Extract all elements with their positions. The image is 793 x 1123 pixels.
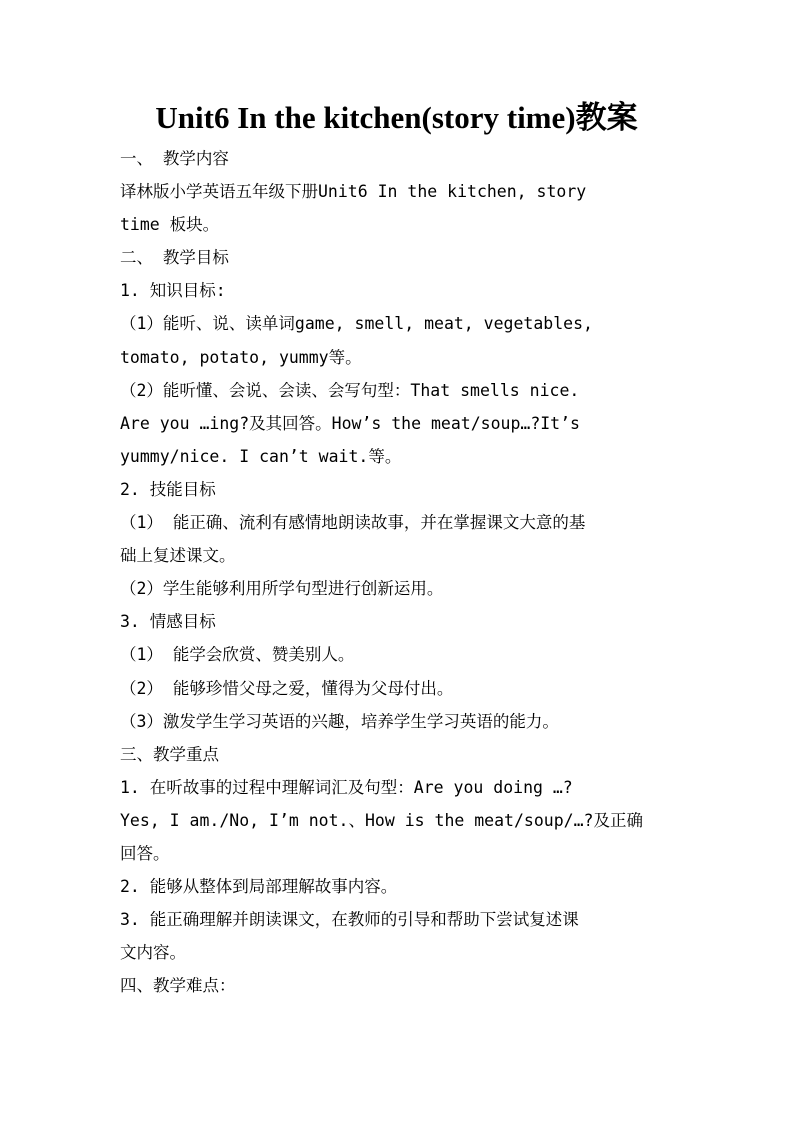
document-title: Unit6 In the kitchen(story time)教案 xyxy=(155,100,638,135)
paragraph-line: （3）激发学生学习英语的兴趣，培养学生学习英语的能力。 xyxy=(120,711,559,731)
paragraph-line: 1. 在听故事的过程中理解词汇及句型：Are you doing …? xyxy=(120,777,573,797)
paragraph-line: 础上复述课文。 xyxy=(120,546,236,566)
paragraph-line: （1）能听、说、读单词game, smell, meat, vegetables, xyxy=(120,314,593,334)
section-heading-goals: 二、 教学目标 xyxy=(120,248,229,268)
paragraph-line: （2）学生能够利用所学句型进行创新运用。 xyxy=(120,579,444,599)
section-heading-difficulties: 四、教学难点： xyxy=(120,976,236,996)
paragraph-line: （1） 能正确、流利有感情地朗读故事，并在掌握课文大意的基 xyxy=(120,513,586,533)
subheading-knowledge: 1. 知识目标: xyxy=(120,281,226,301)
subheading-emotion: 3. 情感目标 xyxy=(120,612,216,632)
paragraph-line: 3. 能正确理解并朗读课文，在教师的引导和帮助下尝试复述课 xyxy=(120,910,579,930)
section-heading-key-points: 三、教学重点 xyxy=(120,744,219,764)
paragraph-line: （1） 能学会欣赏、赞美别人。 xyxy=(120,645,355,665)
paragraph-line: 2. 能够从整体到局部理解故事内容。 xyxy=(120,877,398,897)
paragraph-line: 回答。 xyxy=(120,843,170,863)
paragraph-line: yummy/nice. I can’t wait.等。 xyxy=(120,446,402,466)
section-heading-content: 一、 教学内容 xyxy=(120,149,229,168)
paragraph-line: time 板块。 xyxy=(120,215,220,235)
paragraph-line: 文内容。 xyxy=(120,943,186,963)
document-body xyxy=(120,142,680,1002)
paragraph-line: （2）能听懂、会说、会读、会写句型：That smells nice. xyxy=(120,380,580,400)
subheading-skills: 2. 技能目标 xyxy=(120,479,216,499)
paragraph-line: 译林版小学英语五年级下册Unit6 In the kitchen, story xyxy=(120,182,587,202)
paragraph-line: tomato, potato, yummy等。 xyxy=(120,347,362,367)
paragraph-line: Yes, I am./No, I’m not.、How is the meat/soup/…?及正确 xyxy=(120,810,643,830)
paragraph-line: （2） 能够珍惜父母之爱，懂得为父母付出。 xyxy=(120,678,454,698)
paragraph-line: Are you …ing?及其回答。How’s the meat/soup…?It’s xyxy=(120,413,580,433)
